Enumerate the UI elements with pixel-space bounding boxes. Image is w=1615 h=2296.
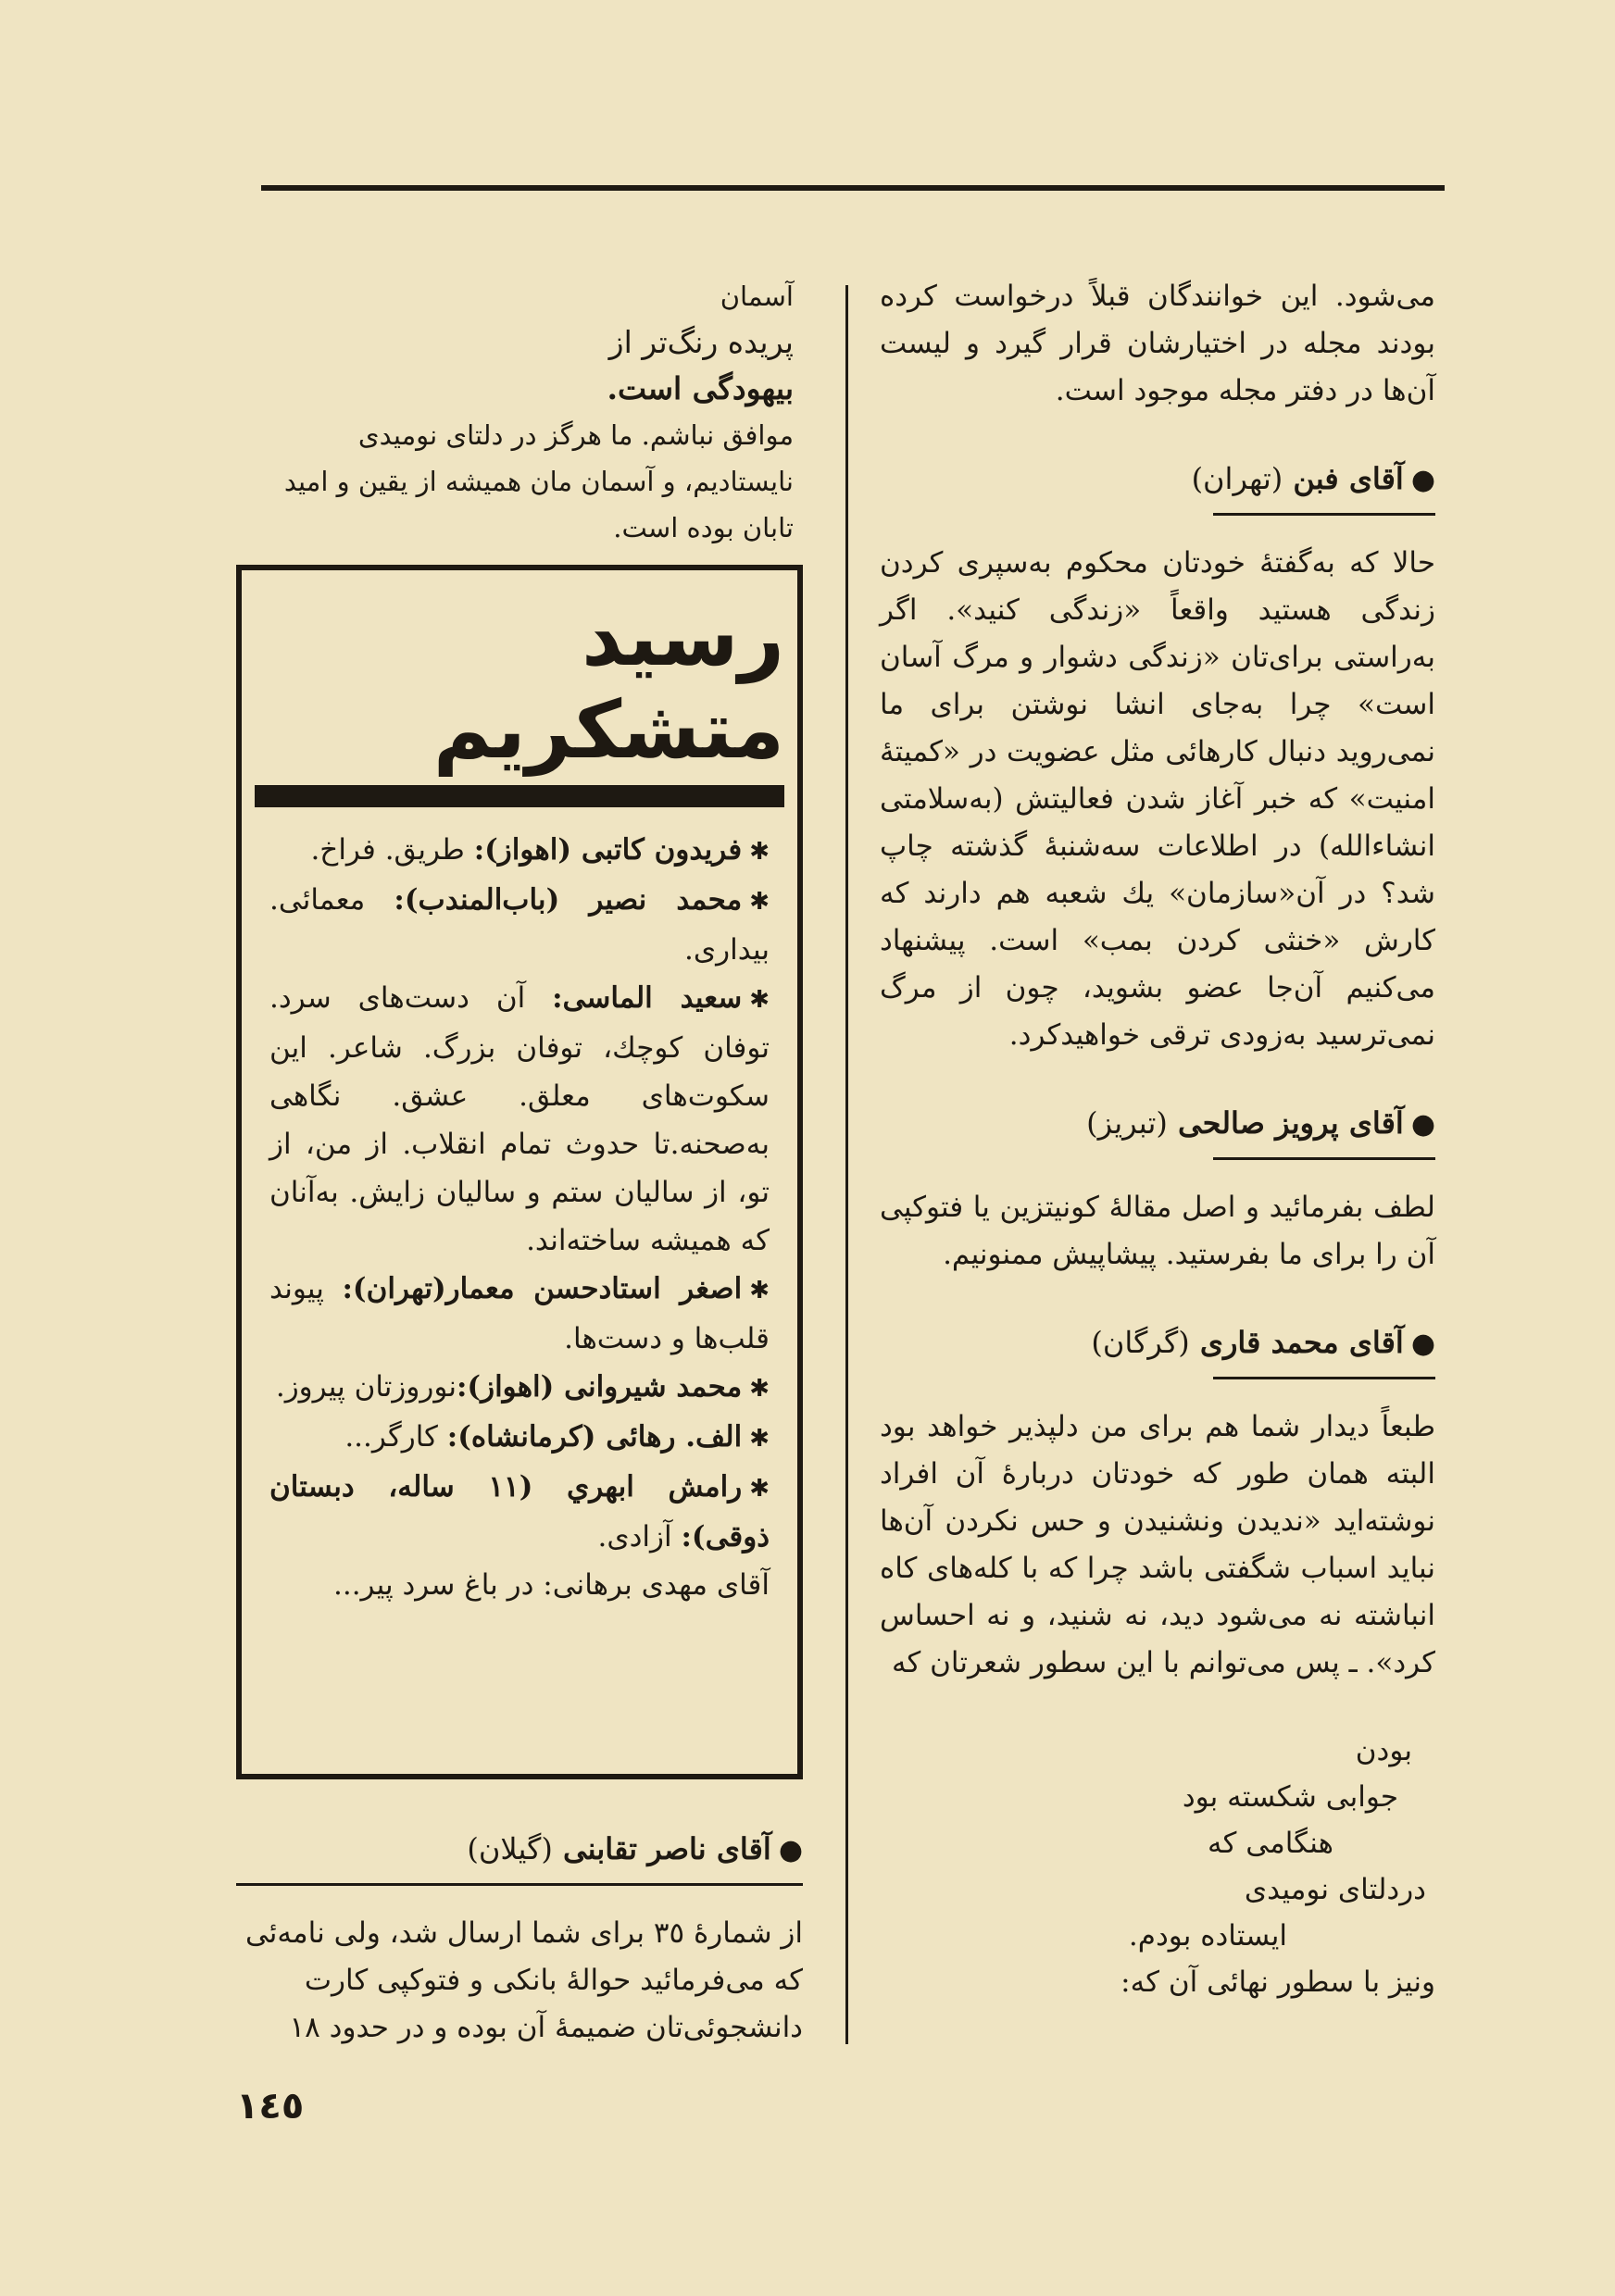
poem-line: جوابی شکسته بود [1182,1780,1398,1814]
section-heading-taqabni [236,1826,803,1879]
poem-line: ایستاده بودم. [1128,1919,1287,1953]
list-item-last: آقای مهدی برهانی: در باغ سرد پیر... [332,1568,770,1602]
section-body-taqabni: از شمارهٔ ٣٥ برای شما ارسال شد، ولی نامه‌ئی که می‌فرمائید حوالهٔ بانکی و فتوکپی کارت دانشجوئی‌تان ضمیمهٔ آن بوده و در حدود ١٨ [244,1916,803,2044]
list-item [269,826,770,876]
poem-line: تابان بوده است. [613,512,794,543]
list-item [269,1463,770,1561]
section-heading-qari [880,1319,1435,1373]
item-name: اصغر استادحسن معمار(تهران): [342,1272,743,1305]
item-name: محمد نصیر (باب‌المندب): [394,883,743,917]
received-thanks-box [236,565,803,1779]
poem-line: دردلتای نومیدی [1244,1873,1426,1906]
item-name: الف. رهائی (کرمانشاه): [446,1420,743,1454]
list-item [269,974,770,1265]
section-location: (گرگان) [1091,1325,1190,1360]
section-location: (تهران) [1191,461,1283,496]
bullet-icon: ● [1410,1328,1435,1360]
poem-line: نایستادیم، و آسمان مان همیشه از یقین و امید [283,466,794,497]
column-divider [845,285,848,2044]
right-column [880,273,1435,2005]
heading-rule [1213,1157,1435,1160]
section-name: آقای پرویز صالحی [1177,1105,1404,1141]
asterisk-icon: ✱ [749,1425,770,1453]
poem-quote [236,273,810,551]
poem-line: هنگامی که [1208,1827,1333,1860]
list-item [269,1413,770,1463]
poem-line: موافق نباشم. ما هرگز در دلتای نومیدی [357,419,794,451]
item-text: آزادی. [597,1520,682,1554]
asterisk-icon: ✱ [749,1277,770,1304]
section-heading-fabn [880,455,1435,509]
poem-line: بیهودگی است. [607,370,794,406]
intro-paragraph: می‌شود. این خوانندگان قبلاً درخواست کرده بودند مجله در اختیارشان قرار گیرد و لیست آن‌ها در دفتر مجله موجود است. [880,280,1435,407]
heading-rule [1213,1377,1435,1379]
poem-line: بودن [1355,1734,1412,1767]
item-text: نوروزتان پیروز. [275,1370,457,1404]
item-text: طریق. فراخ. [310,833,474,867]
quoted-poem [880,1728,1435,2005]
asterisk-icon: ✱ [749,838,770,866]
thanks-list [242,807,797,1609]
section-body-qari: طبعاً دیدار شما هم برای من دلپذیر خواهد بود البته همان طور که خودتان دربارهٔ آن افراد نوشته‌اید «ندیدن ونشنیدن و حس نکردن آن‌ها نباید اسباب شگفتی باشد چرا که با کله‌های کاه انباشته نه می‌شود دید، نه شنید، و نه احساس کرد». ـ پس می‌توانم با این سطور شعرتان که [880,1410,1435,1679]
bullet-icon: ● [1410,464,1435,496]
top-rule [261,185,1445,191]
page-number: ١٤٥ [236,2085,305,2128]
poem-line: آسمان [720,281,794,312]
item-name: رامش ابهري (١١ ساله، دبستان ذوقی): [269,1470,770,1554]
left-column-poem [236,273,810,551]
item-text: کارگر... [344,1420,447,1454]
item-name: فریدون کاتبی (اهواز): [473,833,743,867]
section-name: آقای محمد قاری [1199,1325,1404,1360]
section-name: آقای ناصر تقابنی [562,1831,771,1866]
bullet-icon: ● [1410,1108,1435,1141]
asterisk-icon: ✱ [749,888,770,916]
asterisk-icon: ✱ [749,1375,770,1403]
closing-line: ونیز با سطور نهائی آن که: [1120,1965,1435,1999]
item-text: معمائی. بیداری. [269,883,770,967]
section-body-fabn: حالا که به‌گفتهٔ خودتان محکوم به‌سپری کردن زندگی هستید واقعاً «زندگی کنید». اگر به‌راستی برای‌تان «زندگی دشوار و مرگ آسان است» چرا به‌جای انشا نوشتن برای ما نمی‌روید دنبال کارهائی مثل عضویت در «کمیتهٔ امنیت» که خبر آغاز شدن فعالیتش (به‌سلامتی انشاءالله) در اطلاعات سه‌شنبهٔ گذشته چاپ شد؟ در آن«سازمان» یك شعبه هم دارند که کارش «خنثی کردن بمب» است. پیشنهاد می‌کنیم آن‌جا عضو بشوید، چون از مرگ نمی‌ترسید به‌زودی ترقی خواهیدکرد. [880,546,1435,1052]
box-title: رسید متشکریم [255,583,784,791]
list-item [269,1363,770,1413]
list-item [269,1265,770,1363]
section-body-salehi: لطف بفرمائید و اصل مقالهٔ کونیتزین یا فتوکپی آن را برای ما بفرستید. پیشاپیش ممنونیم. [880,1191,1435,1271]
bottom-left-section [236,1826,803,2052]
item-name: سعید الماسی: [552,981,743,1015]
asterisk-icon: ✱ [749,986,770,1014]
section-heading-salehi [880,1100,1435,1154]
item-text: آن دست‌های سرد. توفان کوچك، توفان بزرگ. شاعر. این سکوت‌های معلق. عشق. نگاهی به‌صحنه.تا حدوث تمام انقلاب. از من، از تو، از سالیان ستم و سالیان زایش. به‌آنان که همیشه ساخته‌اند. [269,981,770,1257]
asterisk-icon: ✱ [749,1475,770,1503]
box-band [255,791,784,807]
item-text: پیوند قلب‌ها و دست‌ها. [269,1272,770,1355]
section-location: (تبریز) [1086,1105,1168,1141]
item-name: محمد شیروانی (اهواز): [456,1370,743,1404]
bullet-icon: ● [778,1834,803,1866]
section-location: (گیلان) [467,1831,553,1866]
section-name: آقای فبن [1293,461,1404,496]
heading-rule [236,1883,803,1886]
heading-rule [1213,513,1435,516]
list-item [269,876,770,974]
poem-line: پریده رنگ‌تر از [608,324,794,360]
